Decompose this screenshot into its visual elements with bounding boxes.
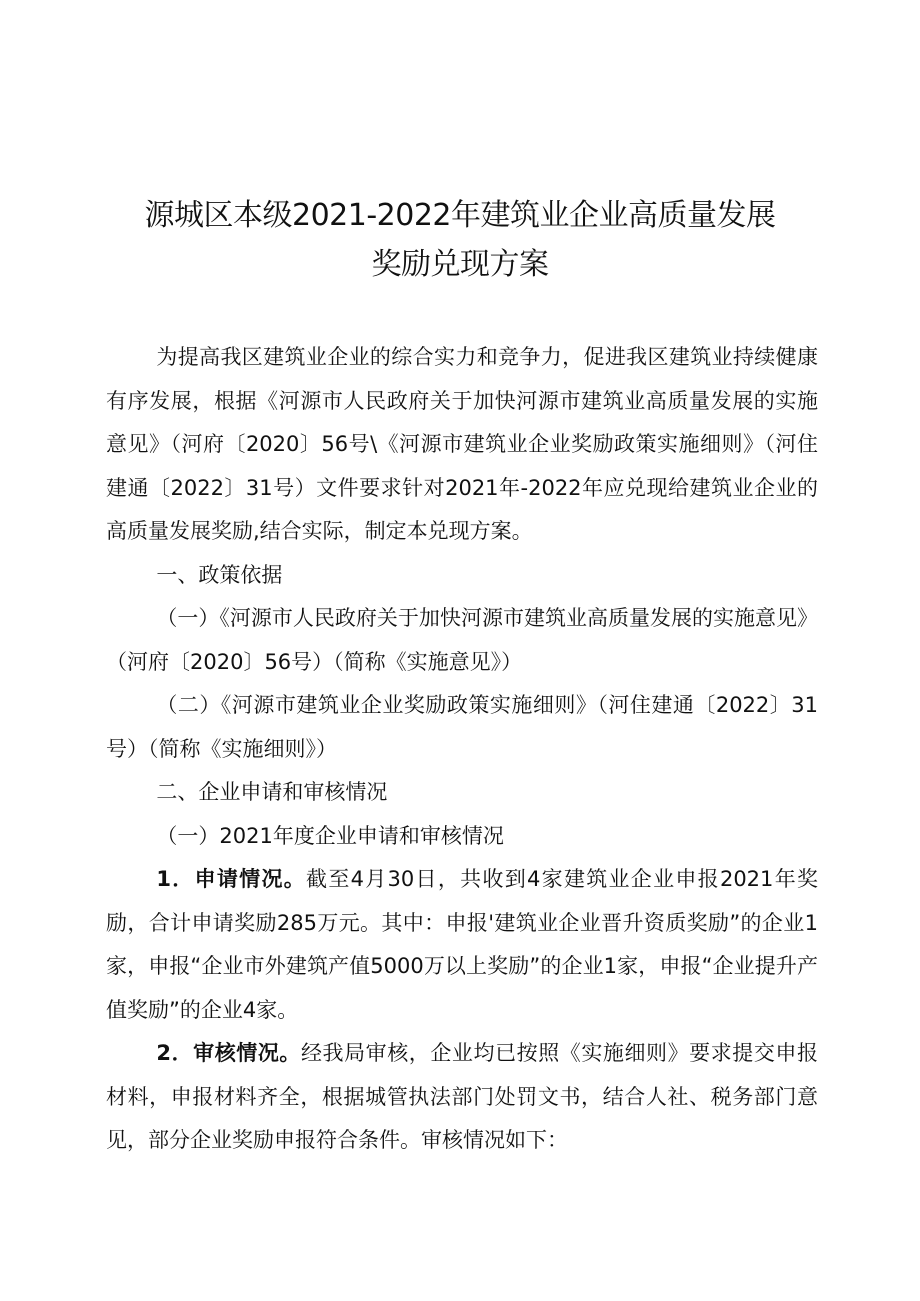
application-item-2 [106, 1032, 818, 1163]
item-2-label: 2．审核情况。 [156, 1041, 301, 1065]
item-1-text: 截至4月30日，共收到4家建筑业企业申报2021年奖励，合计申请奖励285万元。其中：申报'建筑业企业晋升资质奖励”的企业1家，申报“企业市外建筑产值5000万以上奖励”的企业1家，申报“企业提升产值奖励”的企业4家。 [106, 867, 818, 1022]
intro-paragraph: 为提高我区建筑业企业的综合实力和竞争力，促进我区建筑业持续健康有序发展，根据《河源市人民政府关于加快河源市建筑业高质量发展的实施意见》（河府〔2020〕56号\《河源市建筑业企业奖励政策实施细则》（河住建通〔2022〕31号）文件要求针对2021年-2022年应兑现给建筑业企业的高质量发展奖励,结合实际，制定本兑现方案。 [106, 345, 818, 543]
document-title-line-1: 源城区本级2021-2022年建筑业企业高质量发展 [144, 198, 776, 233]
document-body [106, 336, 818, 1163]
item-2-text: 经我局审核，企业均已按照《实施细则》要求提交申报材料，申报材料齐全，根据城管执法部门处罚文书，结合人社、税务部门意见，部分企业奖励申报符合条件。审核情况如下： [106, 1041, 818, 1152]
section-1-heading: 一、政策依据 [156, 562, 283, 587]
subsection-1-heading: （一）2021年度企业申请和审核情况 [156, 823, 504, 848]
section-2-heading: 二、企业申请和审核情况 [156, 780, 388, 804]
document-title-line-2: 奖励兑现方案 [371, 247, 549, 282]
policy-item-1: （一）《河源市人民政府关于加快河源市建筑业高质量发展的实施意见》（河府〔2020〕56号）（简称《实施意见》） [106, 606, 818, 674]
item-1-label: 1．申请情况。 [156, 867, 307, 891]
application-item-1 [106, 858, 818, 1032]
policy-item-2: （二）《河源市建筑业企业奖励政策实施细则》（河住建通〔2022〕31号）（简称《实施细则》） [106, 693, 818, 761]
